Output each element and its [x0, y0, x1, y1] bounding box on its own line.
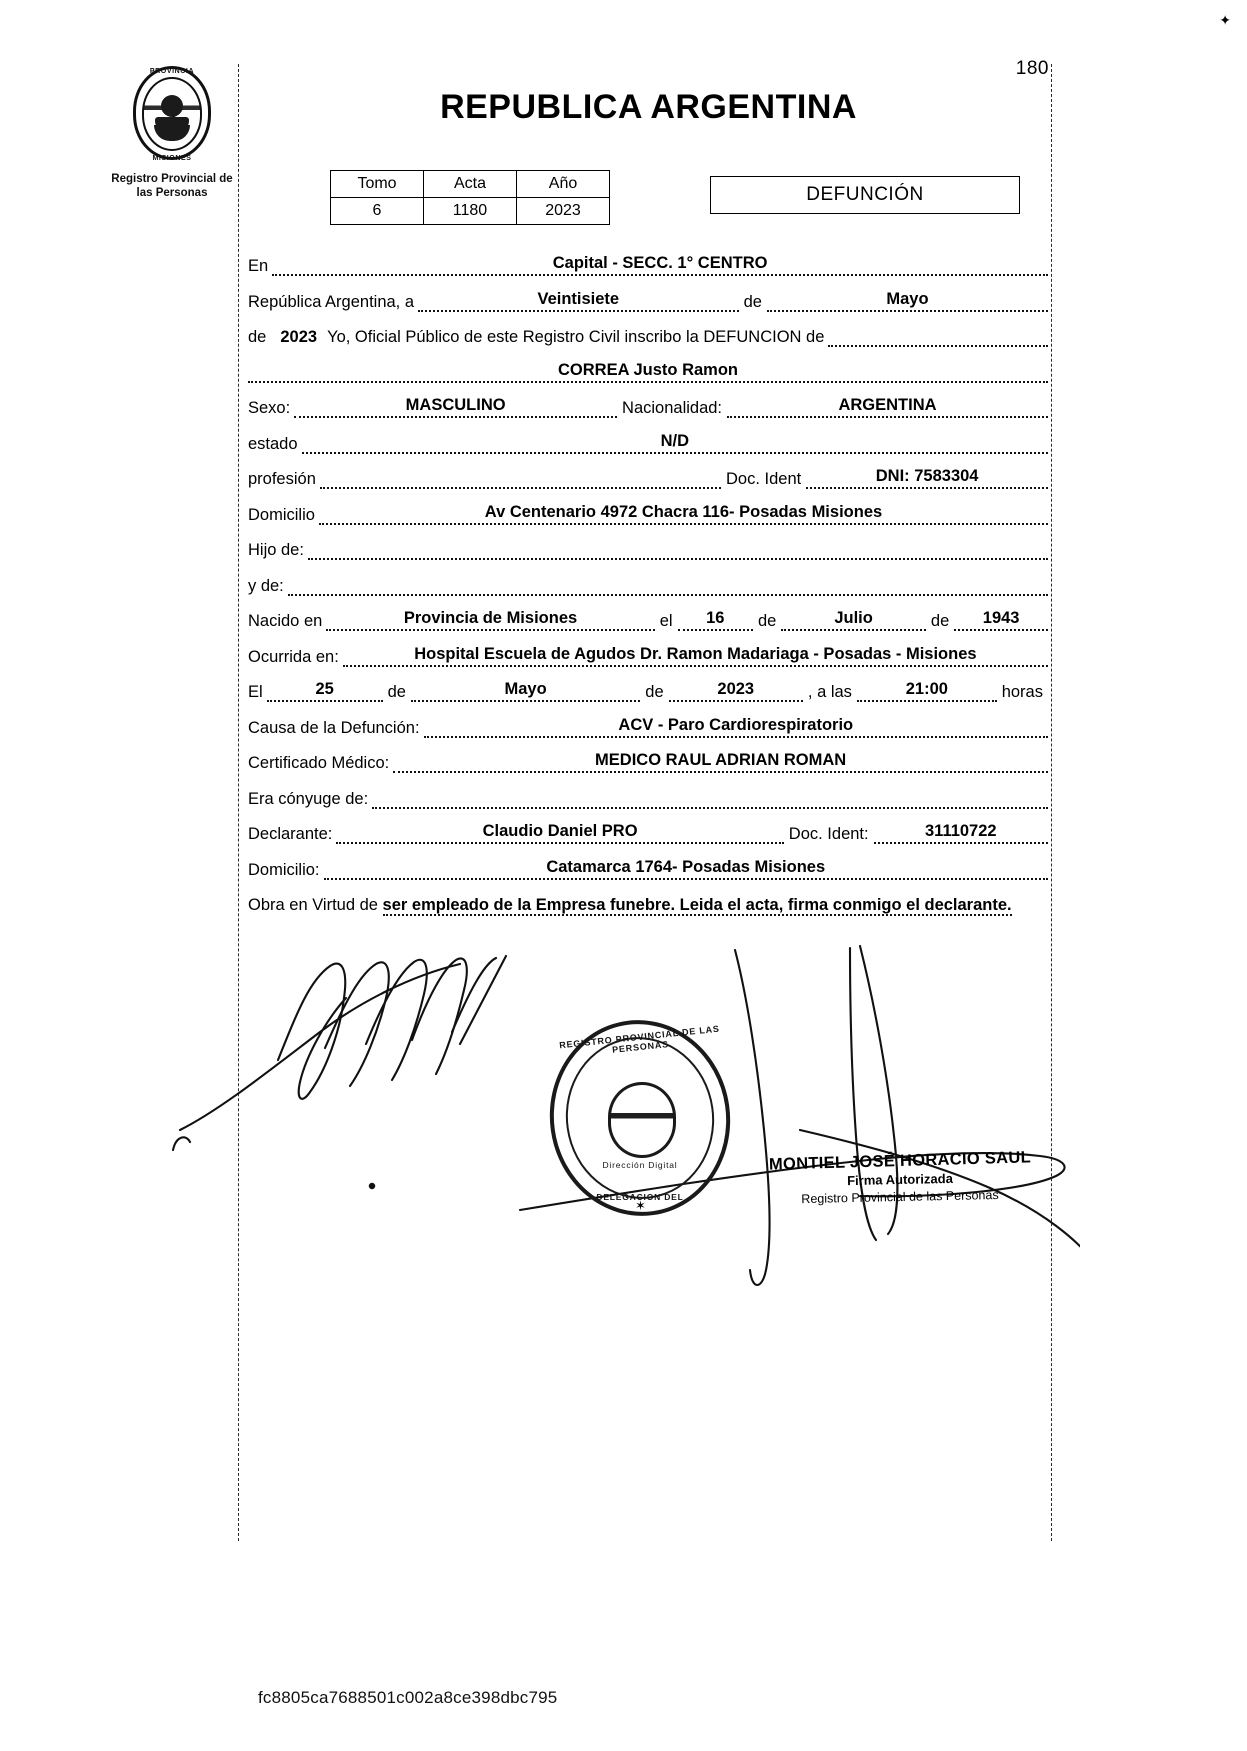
- value-sexo: MASCULINO: [294, 396, 617, 418]
- label-de-def-1: de: [387, 683, 406, 701]
- row-declarante-domicilio: [248, 858, 1048, 880]
- seal-star-icon: ✶: [635, 1198, 646, 1213]
- record-type-label: DEFUNCIÓN: [806, 184, 924, 205]
- label-estado: estado: [248, 434, 298, 453]
- row-ocurrida-en: [248, 645, 1048, 667]
- label-certificado-medico: Certificado Médico:: [248, 754, 390, 772]
- label-nacido-en: Nacido en: [248, 612, 323, 630]
- provincial-emblem-block: [92, 62, 252, 201]
- label-declarante-doc: Doc. Ident:: [788, 825, 869, 843]
- value-profesion: [320, 486, 721, 489]
- value-anio-acta: 2023: [280, 328, 318, 346]
- tomo-acta-anio-table: [330, 170, 610, 225]
- page-number: 180: [1015, 58, 1049, 79]
- label-sexo: Sexo:: [248, 399, 291, 417]
- label-el-nacimiento: el: [659, 612, 673, 630]
- emblem-caption-line2: las Personas: [136, 187, 208, 200]
- value-anio-defuncion: 2023: [669, 680, 803, 702]
- row-certificado-medico: [248, 751, 1048, 773]
- official-seal: [550, 1020, 730, 1216]
- seal-mid-text: Dirección Digital: [602, 1160, 678, 1170]
- page-title: REPUBLICA ARGENTINA: [440, 88, 857, 126]
- value-nombre-difunto: CORREA Justo Ramon: [248, 361, 1048, 383]
- text-oficial-publico: Yo, Oficial Público de este Registro Civil inscribo la DEFUNCION de: [327, 328, 825, 346]
- filler-line-oficial: [828, 344, 1048, 347]
- table-row: [331, 198, 610, 225]
- label-de-nac-2: de: [930, 612, 950, 630]
- label-hijo-de: Hijo de:: [248, 541, 304, 559]
- signatory-office: Registro Provincial de las Personas: [801, 1187, 999, 1207]
- value-declarante-domicilio: Catamarca 1764- Posadas Misiones: [324, 858, 1048, 880]
- row-nacimiento: [248, 609, 1048, 631]
- emblem-arc-top-text: PROVINCIA: [149, 68, 195, 75]
- value-hijo-de: [308, 557, 1048, 560]
- seal-top-text: REGISTRO PROVINCIAL DE LAS PERSONAS: [558, 1023, 721, 1055]
- signatory-subtitle: Firma Autorizada: [846, 1170, 953, 1189]
- row-profesion-documento: [248, 467, 1048, 489]
- value-doc-ident: DNI: 7583304: [806, 467, 1048, 489]
- label-y-de: y de:: [248, 576, 284, 595]
- value-certificado-medico: MEDICO RAUL ADRIAN ROMAN: [393, 751, 1048, 773]
- value-mes-nacimiento: Julio: [781, 609, 926, 631]
- label-causa: Causa de la Defunción:: [248, 718, 420, 737]
- row-difunto: [248, 361, 1048, 383]
- row-en: [248, 254, 1048, 276]
- value-nacionalidad: ARGENTINA: [727, 396, 1048, 418]
- label-domicilio: Domicilio: [248, 505, 315, 524]
- row-fecha-defuncion: [248, 680, 1048, 702]
- signatory-name: MONTIEL JOSÉ HORACIO SAUL: [768, 1148, 1032, 1174]
- value-obra-en-virtud: ser empleado de la Empresa funebre. Leida el acta, firma conmigo el declarante.: [382, 896, 1012, 914]
- label-declarante-domicilio: Domicilio:: [248, 860, 320, 879]
- label-nacionalidad: Nacionalidad:: [622, 399, 723, 417]
- document-hash: fc8805ca7688501c002a8ce398dbc795: [258, 1688, 558, 1707]
- row-hijo-de: [248, 538, 1048, 560]
- header-acta: Acta: [424, 171, 517, 198]
- label-doc-ident: Doc. Ident: [726, 470, 802, 488]
- value-anio: 2023: [517, 198, 610, 225]
- row-y-de: [248, 574, 1048, 596]
- label-en: En: [248, 257, 269, 275]
- value-tomo: 6: [331, 198, 424, 225]
- value-estado: N/D: [302, 432, 1048, 454]
- row-estado: [248, 432, 1048, 454]
- row-causa: [248, 716, 1048, 738]
- label-de-2: de: [248, 328, 267, 346]
- value-dia-acta: Veintisiete: [418, 290, 739, 312]
- value-domicilio: Av Centenario 4972 Chacra 116- Posadas Misiones: [319, 503, 1048, 525]
- label-horas: horas: [1001, 683, 1043, 701]
- value-hora-defuncion: 21:00: [857, 680, 997, 702]
- value-anio-nacimiento: 1943: [954, 609, 1048, 631]
- value-declarante-doc: 31110722: [874, 822, 1048, 844]
- row-fecha-acta: [248, 290, 1048, 312]
- label-profesion: profesión: [248, 470, 316, 488]
- label-el-defuncion: El: [248, 683, 263, 701]
- misiones-coat-of-arms-icon: [129, 62, 215, 166]
- scan-corner-mark: ✦: [1219, 12, 1231, 28]
- value-ocurrida-en: Hospital Escuela de Agudos Dr. Ramon Madariaga - Posadas - Misiones: [343, 645, 1048, 667]
- value-lugar-nacimiento: Provincia de Misiones: [326, 609, 654, 631]
- emblem-caption: [92, 172, 252, 201]
- value-conyuge: [372, 806, 1048, 809]
- table-header-row: [331, 171, 610, 198]
- value-dia-nacimiento: 16: [678, 609, 753, 631]
- label-de-nac-1: de: [757, 612, 777, 630]
- value-mes-defuncion: Mayo: [411, 680, 640, 702]
- record-type-box: [710, 176, 1020, 214]
- emblem-caption-line1: Registro Provincial de: [111, 173, 233, 185]
- label-conyuge: Era cónyuge de:: [248, 789, 369, 808]
- seal-bottom-text: DELEGACION DEL: [596, 1192, 684, 1202]
- row-domicilio: [248, 503, 1048, 525]
- value-causa: ACV - Paro Cardiorespiratorio: [424, 716, 1048, 738]
- value-dia-defuncion: 25: [267, 680, 383, 702]
- label-republica-argentina: República Argentina, a: [248, 292, 415, 311]
- label-a-las: , a las: [807, 683, 852, 701]
- value-mes-acta: Mayo: [767, 290, 1048, 312]
- label-obra-en-virtud: Obra en Virtud de: [248, 896, 378, 914]
- row-obra-en-virtud: [248, 893, 1048, 917]
- header-tomo: Tomo: [331, 171, 424, 198]
- row-anio-oficial: [248, 325, 1048, 347]
- signature-area: [160, 940, 1080, 1300]
- emblem-arc-bottom-text: MISIONES: [152, 155, 192, 162]
- value-declarante: Claudio Daniel PRO: [336, 822, 783, 844]
- header-anio: Año: [517, 171, 610, 198]
- row-declarante: [248, 822, 1048, 844]
- row-sexo-nacionalidad: [248, 396, 1048, 418]
- value-lugar-registro: Capital - SECC. 1° CENTRO: [272, 254, 1048, 276]
- row-conyuge: [248, 787, 1048, 809]
- label-ocurrida-en: Ocurrida en:: [248, 647, 339, 666]
- label-declarante: Declarante:: [248, 825, 333, 843]
- value-acta: 1180: [424, 198, 517, 225]
- scan-border-left: [238, 64, 239, 1541]
- scan-border-right: [1051, 64, 1052, 1541]
- label-de-1: de: [743, 292, 762, 311]
- value-y-de: [288, 593, 1048, 596]
- record-form: [248, 254, 1048, 917]
- label-de-def-2: de: [645, 683, 664, 701]
